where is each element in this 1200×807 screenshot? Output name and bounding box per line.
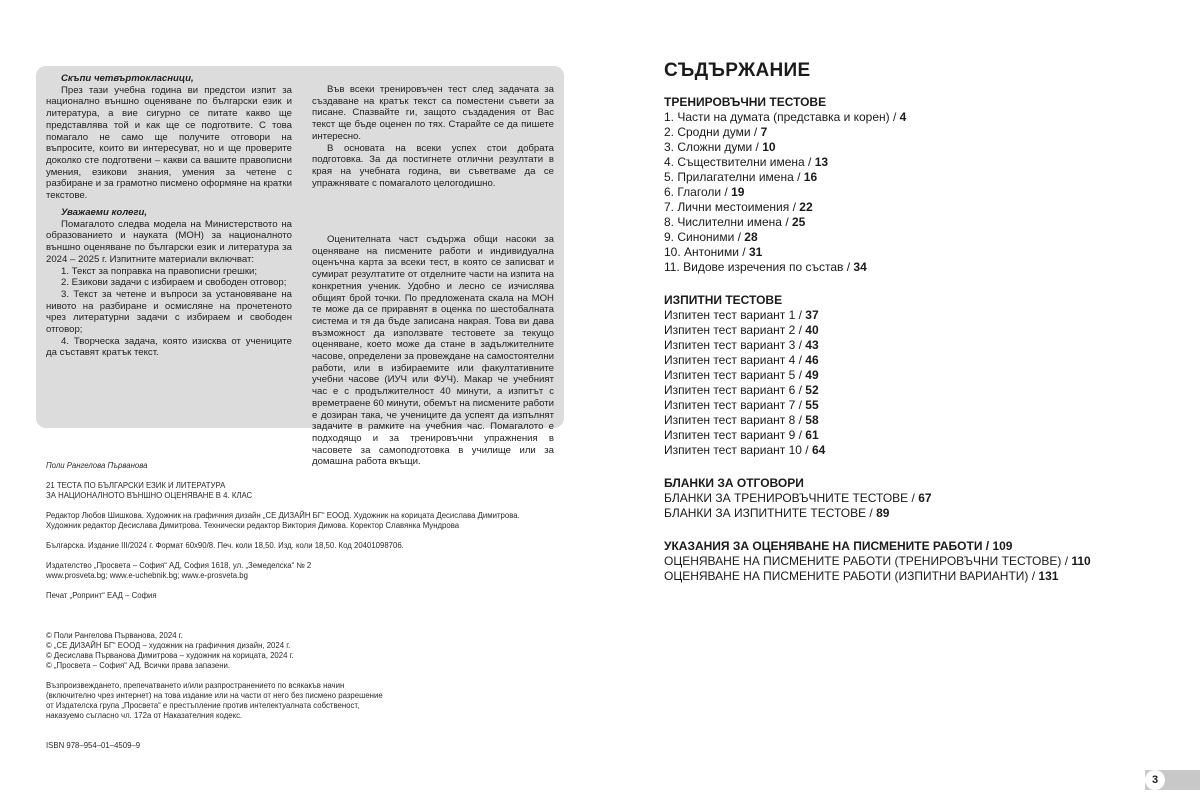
toc-entry[interactable]: Изпитен тест вариант 7 / 55 xyxy=(664,398,819,412)
preface-paragraph: Във всеки тренировъчен тест след задачата за създаване на кратък текст са поместени съвети за писане. Спазвайте ги, защото създадения от Вас текст ще бъде оценен по тях. Старайте се да пишете интересно. xyxy=(312,84,554,142)
toc-entry[interactable]: Изпитен тест вариант 10 / 64 xyxy=(664,443,826,457)
toc-entry[interactable]: Изпитен тест вариант 4 / 46 xyxy=(664,353,819,367)
toc-entry[interactable]: 5. Прилагателни имена / 16 xyxy=(664,170,818,184)
isbn: ISBN 978–954–01–4509–9 xyxy=(46,741,141,750)
toc-entry[interactable]: БЛАНКИ ЗА ТРЕНИРОВЪЧНИТЕ ТЕСТОВЕ / 67 xyxy=(664,491,932,505)
preface-colleagues-right xyxy=(312,234,554,468)
list-item: 2. Езикови задачи с избираем и свободен отговор; xyxy=(61,277,287,289)
toc-entry[interactable]: Изпитен тест вариант 2 / 40 xyxy=(664,323,819,337)
toc-entry[interactable]: 10. Антоними / 31 xyxy=(664,245,763,259)
imprint-printer: Печат „Ропринт“ ЕАД – София xyxy=(46,591,157,600)
preface-students-left xyxy=(46,73,292,202)
toc-section-heading: ТРЕНИРОВЪЧНИ ТЕСТОВЕ xyxy=(664,95,827,109)
imprint xyxy=(46,461,566,751)
imprint-publisher: Издателство „Просвета – София“ АД, София 1618, ул. „Земеделска“ № 2 xyxy=(46,561,312,570)
list-item: 1. Текст за поправка на правописни грешки; xyxy=(61,265,258,277)
toc-title: СЪДЪРЖАНИЕ xyxy=(664,60,811,81)
toc-entry[interactable]: 7. Лични местоимения / 22 xyxy=(664,200,813,214)
table-of-contents xyxy=(664,58,1184,602)
toc-entry[interactable]: 11. Видове изречения по състав / 34 xyxy=(664,260,867,274)
copyright-line: © „СЕ ДИЗАЙН БГ“ ЕООД – художник на графичния дизайн, 2024 г. xyxy=(46,641,291,650)
toc-entry[interactable]: БЛАНКИ ЗА ИЗПИТНИТЕ ТЕСТОВЕ / 89 xyxy=(664,506,890,520)
toc-entry[interactable]: Изпитен тест вариант 5 / 49 xyxy=(664,368,819,382)
preface-paragraph: Помагалото следва модела на Министерството на образованието и науката (МОН) за националното външно оценяване по български език и литература за 2024 – 2025 г. Изпитните материали включват: xyxy=(46,218,292,265)
imprint-edition: Българска. Издание III/2024 г. Формат 60х90/8. Печ. коли 18,50. Изд. коли 18,50. Код 20401098706. xyxy=(46,541,404,550)
toc-entry[interactable]: 6. Глаголи / 19 xyxy=(664,185,745,199)
toc-section-heading: БЛАНКИ ЗА ОТГОВОРИ xyxy=(664,476,804,490)
page-number-tab xyxy=(1145,770,1200,790)
toc-section-grading xyxy=(664,539,1184,584)
copyright-line: © Поли Рангелова Първанова, 2024 г. xyxy=(46,631,183,640)
toc-section-heading[interactable]: УКАЗАНИЯ ЗА ОЦЕНЯВАНЕ НА ПИСМЕНИТЕ РАБОТИ / 109 xyxy=(664,539,1013,553)
copyright-line: © Десислава Първанова Димитрова – художник на корицата, 2024 г. xyxy=(46,651,294,660)
page-number: 3 xyxy=(1151,774,1159,786)
preface-paragraph: В основата на всеки успех стои добрата подготовка. За да постигнете отлични резултати в края на учебната година, ви съветваме да се упражнявате с помагалото целогодишно. xyxy=(312,142,554,189)
imprint-credits: Редактор Любов Шишкова. Художник на графичния дизайн „СЕ ДИЗАЙН БГ“ ЕООД. Художник на корицата Десислава Димитрова. xyxy=(46,511,520,520)
toc-entry[interactable]: 4. Съществителни имена / 13 xyxy=(664,155,829,169)
legal-line: Възпроизвеждането, препечатването и/или разпространението по всякакъв начин xyxy=(46,681,345,690)
toc-entry[interactable]: 1. Части на думата (представка и корен) / 4 xyxy=(664,110,907,124)
imprint-title: 21 ТЕСТА ПО БЪЛГАРСКИ ЕЗИК И ЛИТЕРАТУРА xyxy=(46,481,226,490)
legal-line: (включително чрез интернет) на това издание или на части от него без писмено разрешение xyxy=(46,691,383,700)
toc-entry[interactable]: ОЦЕНЯВАНЕ НА ПИСМЕНИТЕ РАБОТИ (ИЗПИТНИ ВАРИАНТИ) / 131 xyxy=(664,569,1059,583)
copyright-line: © „Просвета – София“ АД. Всички права запазени. xyxy=(46,661,231,670)
legal-line: наказуемо съгласно чл. 172а от Наказателния кодекс. xyxy=(46,711,243,720)
preface-colleagues-left xyxy=(46,207,292,359)
imprint-title: ЗА НАЦИОНАЛНОТО ВЪНШНО ОЦЕНЯВАНЕ В 4. КЛАС xyxy=(46,491,253,500)
list-item: 3. Текст за четене и въпроси за установяване на нивото на разбиране и осмисляне на прочетеното чрез литературни задачи с избираем и свободен отговор; xyxy=(46,288,292,336)
students-salutation: Скъпи четвъртокласници, xyxy=(61,73,194,84)
toc-entry[interactable]: ОЦЕНЯВАНЕ НА ПИСМЕНИТЕ РАБОТИ (ТРЕНИРОВЪЧНИ ТЕСТОВЕ) / 110 xyxy=(664,554,1091,568)
toc-entry[interactable]: 9. Синоними / 28 xyxy=(664,230,758,244)
toc-section-training xyxy=(664,95,1184,275)
toc-entry[interactable]: 3. Сложни думи / 10 xyxy=(664,140,776,154)
imprint-websites: www.prosveta.bg; www.e-uchebnik.bg; www.e-prosveta.bg xyxy=(46,571,248,580)
toc-entry[interactable]: Изпитен тест вариант 8 / 58 xyxy=(664,413,819,427)
list-item: 4. Творческа задача, която изисква от учениците да съставят кратък текст. xyxy=(46,335,292,359)
preface-paragraph: Оценителната част съдържа общи насоки за оценяване на писмените работи и индивидуална оценъчна карта за всеки тест, в която се записват и сумират резултатите от отделните части на изпита на конкретния ученик. Удобно и лесно се изчислява общият брой точки. По предложената скала на МОН те може да се приравнят в оценка по шестобалната система и тя да бъде записана накрая. Това ви дава възможност да използвате тестовете за текущо оценяване, което може да стане в задължителните часове, определени за провеждане на самостоятелни работи, или в избираемите или факултативните учебни часове (ИУЧ или ФУЧ). Макар че учебният час е с продължителност 40 минути, а изпитът с времетраене 60 минути, обемът на писмените работи е дозиран така, че учениците да успеят да изпълнят задачите в рамките на учебния час. Помагалото е подходящо и за тренировъчни упражнения в часовете за самоподготовка в училище или за домашна работа вкъщи. xyxy=(312,234,554,468)
preface-students-right xyxy=(312,84,554,189)
toc-entry[interactable]: Изпитен тест вариант 1 / 37 xyxy=(664,308,819,322)
imprint-credits: Художник редактор Десислава Димитрова. Технически редактор Виктория Димова. Коректор Славянка Мундрова xyxy=(46,521,460,530)
legal-line: от Издателска група „Просвета“ е престъпление против интелектуалната собственост, xyxy=(46,701,360,710)
toc-entry[interactable]: Изпитен тест вариант 3 / 43 xyxy=(664,338,819,352)
imprint-author: Поли Рангелова Първанова xyxy=(46,461,148,470)
toc-section-heading: ИЗПИТНИ ТЕСТОВЕ xyxy=(664,293,783,307)
toc-entry[interactable]: 2. Сродни думи / 7 xyxy=(664,125,768,139)
colleagues-salutation: Уважаеми колеги, xyxy=(61,207,148,218)
toc-entry[interactable]: Изпитен тест вариант 6 / 52 xyxy=(664,383,819,397)
toc-section-answer-sheets xyxy=(664,476,1184,521)
preface-paragraph: През тази учебна година ви предстои изпит за национално външно оценяване по български език и литература, а вие сигурно се питате какво ще представлява той и как ще се подготвите. С това помагало не само ще получите отговори на въпросите, които ви интересуват, но и ще проверите доколко сте подготвени – какви са вашите правописни умения, езикови знания, умения за четене с разбиране и за грамотно писмено оформяне на кратки текстове. xyxy=(46,84,292,202)
toc-entry[interactable]: Изпитен тест вариант 9 / 61 xyxy=(664,428,819,442)
toc-entry[interactable]: 8. Числителни имена / 25 xyxy=(664,215,806,229)
toc-section-exam xyxy=(664,293,1184,458)
